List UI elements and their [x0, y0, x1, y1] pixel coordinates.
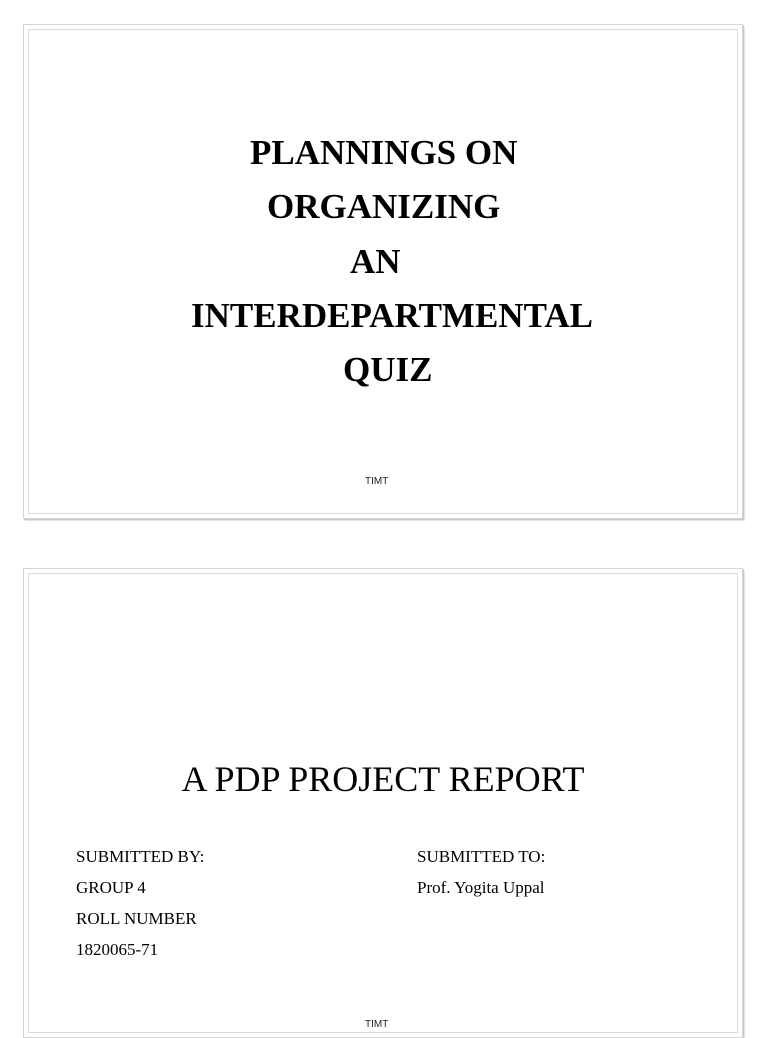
- report-title: A PDP PROJECT REPORT: [181, 759, 585, 799]
- roll-number-label: ROLL NUMBER: [76, 909, 197, 928]
- title-line-3: AN: [350, 242, 401, 281]
- title-line-1: PLANNINGS ON: [250, 133, 518, 172]
- title-line-5: QUIZ: [343, 350, 433, 389]
- submitted-by-block: [76, 847, 204, 971]
- roll-number-value: 1820065-71: [76, 940, 159, 959]
- slide-footer: TIMT: [365, 1019, 389, 1030]
- group-number: GROUP 4: [76, 878, 146, 897]
- submitted-to-heading: SUBMITTED TO:: [417, 847, 546, 866]
- cover-slide: [23, 24, 743, 519]
- submitted-by-heading: SUBMITTED BY:: [76, 847, 205, 866]
- submitted-to-block: [417, 847, 545, 909]
- report-slide: [23, 568, 743, 1038]
- title-line-4: INTERDEPARTMENTAL: [191, 296, 593, 335]
- professor-name: Prof. Yogita Uppal: [417, 878, 545, 897]
- title-line-2: ORGANIZING: [267, 187, 501, 226]
- slide-footer: TIMT: [365, 476, 389, 487]
